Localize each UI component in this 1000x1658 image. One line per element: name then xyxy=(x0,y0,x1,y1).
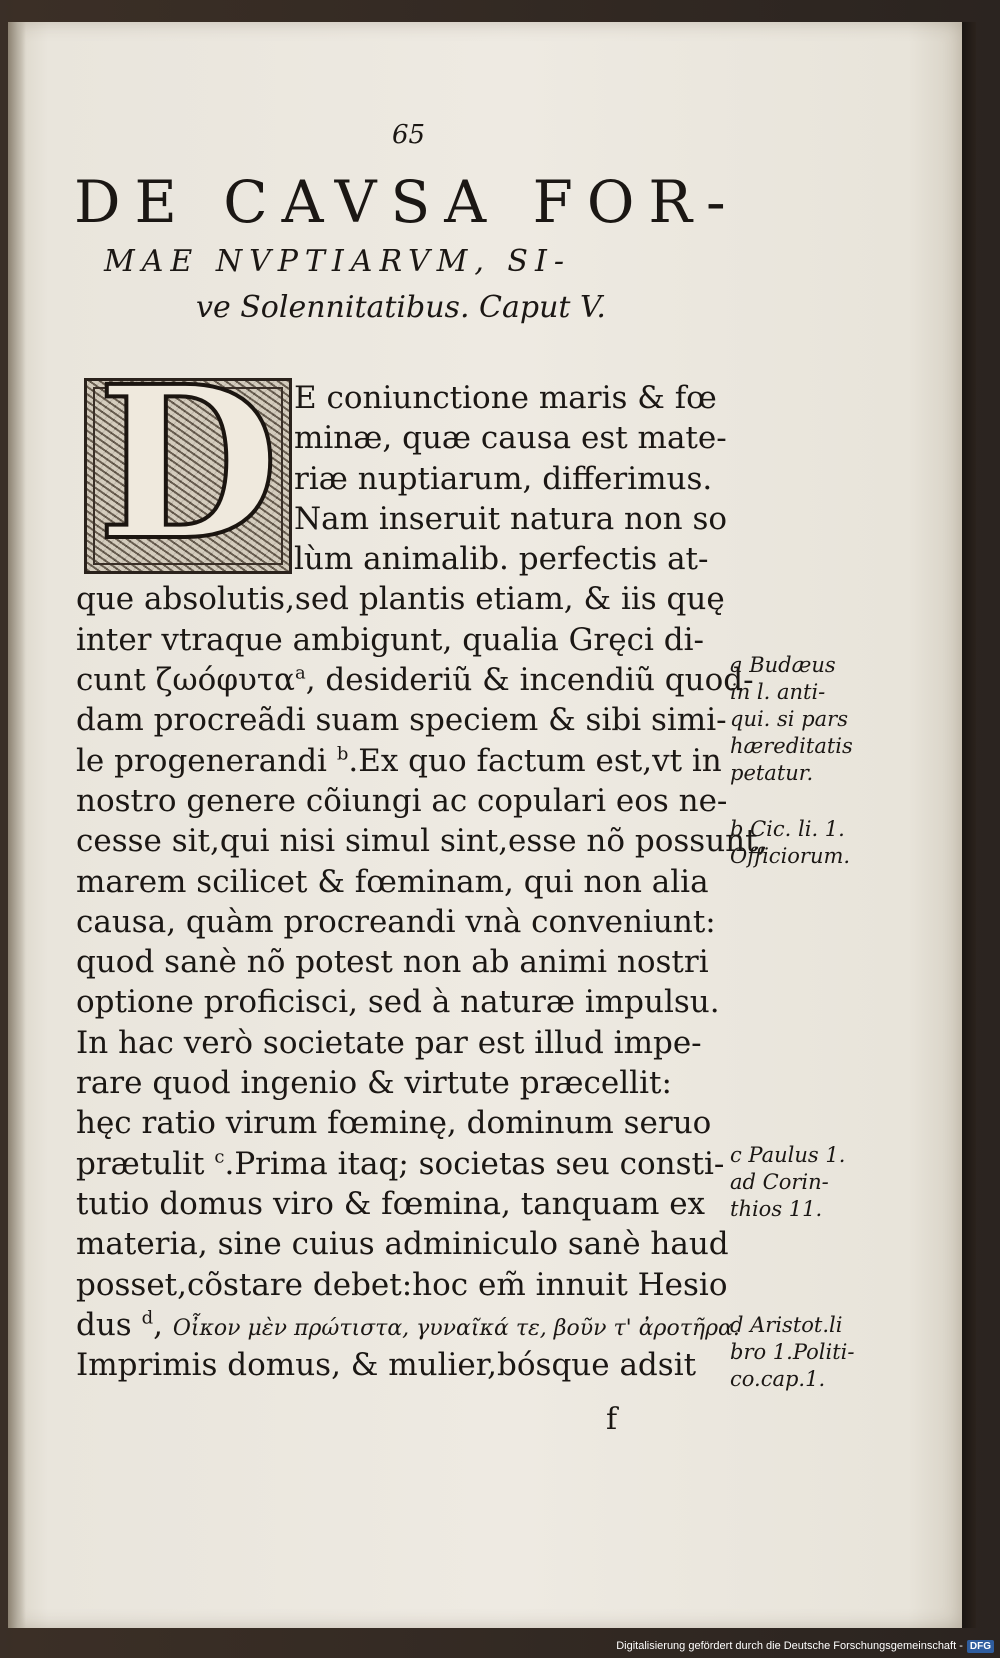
note-line: a Budæus xyxy=(730,653,836,677)
note-line: petatur. xyxy=(730,761,814,785)
note-line: thios 11. xyxy=(730,1197,823,1221)
page-gutter xyxy=(8,22,26,1628)
text-line: lùm animalib. perfectis at- xyxy=(294,541,709,578)
text-line xyxy=(76,660,754,700)
funding-credit-text: Digitalisierung gefördert durch die Deutsche Forschungsgemeinschaft - xyxy=(616,1640,963,1652)
text-line: In hac verò societate par est illud impe- xyxy=(76,1024,702,1061)
note-line: bro 1.Politi- xyxy=(730,1340,855,1364)
text-line: materia, sine cuius adminiculo sanè haud xyxy=(76,1226,729,1263)
marginal-note-c xyxy=(730,1142,880,1223)
text-line: minæ, quæ causa est mate- xyxy=(294,420,727,457)
note-line: b Cic. li. 1. xyxy=(730,817,845,841)
chapter-title-line-2: MAE NVPTIARVM, SI- xyxy=(104,244,571,279)
text-fragment: prætulit xyxy=(76,1145,205,1182)
marginal-note-b xyxy=(730,816,880,870)
page-number: 65 xyxy=(392,120,426,150)
text-line: tutio domus viro & fœmina, tanquam ex xyxy=(76,1185,706,1222)
note-line: in l. anti- xyxy=(730,680,826,704)
text-line xyxy=(76,741,736,781)
text-line: nostro genere cõiungi ac copulari eos ne- xyxy=(76,782,728,819)
text-line: dus $^d$, Οἶκον μὲν πρώτιστα, γυναῖκά τε, βοῦν τ' ἀροτῆρα. xyxy=(76,1306,740,1343)
note-line: co.cap.1. xyxy=(730,1367,826,1391)
text-line: riæ nuptiarum, differimus. xyxy=(294,460,713,497)
text-line: causa, quàm procreandi vnà conveniunt: xyxy=(76,903,716,940)
text-line: rare quod ingenio & virtute præcellit: xyxy=(76,1065,672,1102)
text-line: Nam inseruit natura non so xyxy=(294,500,728,537)
marginal-note-a xyxy=(730,652,880,787)
text-line: marem scilicet & fœminam, qui non alia xyxy=(76,863,709,900)
text-fragment: , desideriũ & incendiũ quod- xyxy=(305,662,754,699)
book-page xyxy=(8,22,962,1628)
marginal-note-d xyxy=(730,1312,880,1393)
text-fragment: .Ex quo factum est,vt in xyxy=(348,742,722,779)
text-line: E coniunctione maris & fœ xyxy=(294,380,717,416)
text-line: que absolutis,sed plantis etiam, & iis quę xyxy=(76,581,725,618)
note-marker-d: d xyxy=(141,1307,154,1329)
chapter-title-line-3: ve Solennitatibus. Caput V. xyxy=(196,290,606,325)
greek-quotation: Οἶκον μὲν πρώτιστα, γυναῖκά τε, βοῦν τ' ἀροτῆρα. xyxy=(172,1315,740,1341)
note-line: ad Corin- xyxy=(730,1170,829,1194)
note-marker-a: a xyxy=(294,662,306,684)
signature-mark: f xyxy=(606,1402,618,1437)
chapter-title-line-1: DE CAVSA FOR- xyxy=(74,168,740,236)
note-line: c Paulus 1. xyxy=(730,1143,846,1167)
note-line: Officiorum. xyxy=(730,844,851,868)
text-line: hęc ratio virum fœminę, dominum seruo xyxy=(76,1105,712,1142)
dfg-logo-icon: DFG xyxy=(967,1640,994,1653)
note-line: d Aristot.li xyxy=(730,1313,843,1337)
page-edge xyxy=(962,22,976,1628)
body-text xyxy=(76,378,768,1385)
text-fragment: le progenerandi xyxy=(76,742,327,779)
text-line: inter vtraque ambigunt, qualia Gręci di- xyxy=(76,621,704,658)
text-fragment: cunt ζωόφυτα xyxy=(76,662,295,699)
note-marker-b: b xyxy=(336,743,349,765)
note-line: qui. si pars xyxy=(730,707,848,731)
text-fragment: .Prima itaq; societas seu consti- xyxy=(224,1145,725,1182)
text-fragment: dus xyxy=(76,1306,132,1343)
text-line: dam procreãdi suam speciem & sibi simi- xyxy=(76,702,727,739)
note-marker-c: c xyxy=(214,1146,225,1168)
text-line: optione proficisci, sed à naturæ impulsu. xyxy=(76,984,720,1021)
text-line xyxy=(76,1144,736,1184)
text-line: cesse sit,qui nisi simul sint,esse nõ possunt, xyxy=(76,823,768,860)
text-line: Imprimis domus, & mulier,bósque adsit xyxy=(76,1347,697,1384)
text-line: quod sanè nõ potest non ab animi nostri xyxy=(76,944,709,981)
note-line: hæreditatis xyxy=(730,734,853,758)
initial-letter: D xyxy=(96,340,280,587)
text-line: posset,cõstare debet:hoc em̃ innuit Hesio xyxy=(76,1266,728,1303)
funding-credit xyxy=(616,1636,994,1656)
